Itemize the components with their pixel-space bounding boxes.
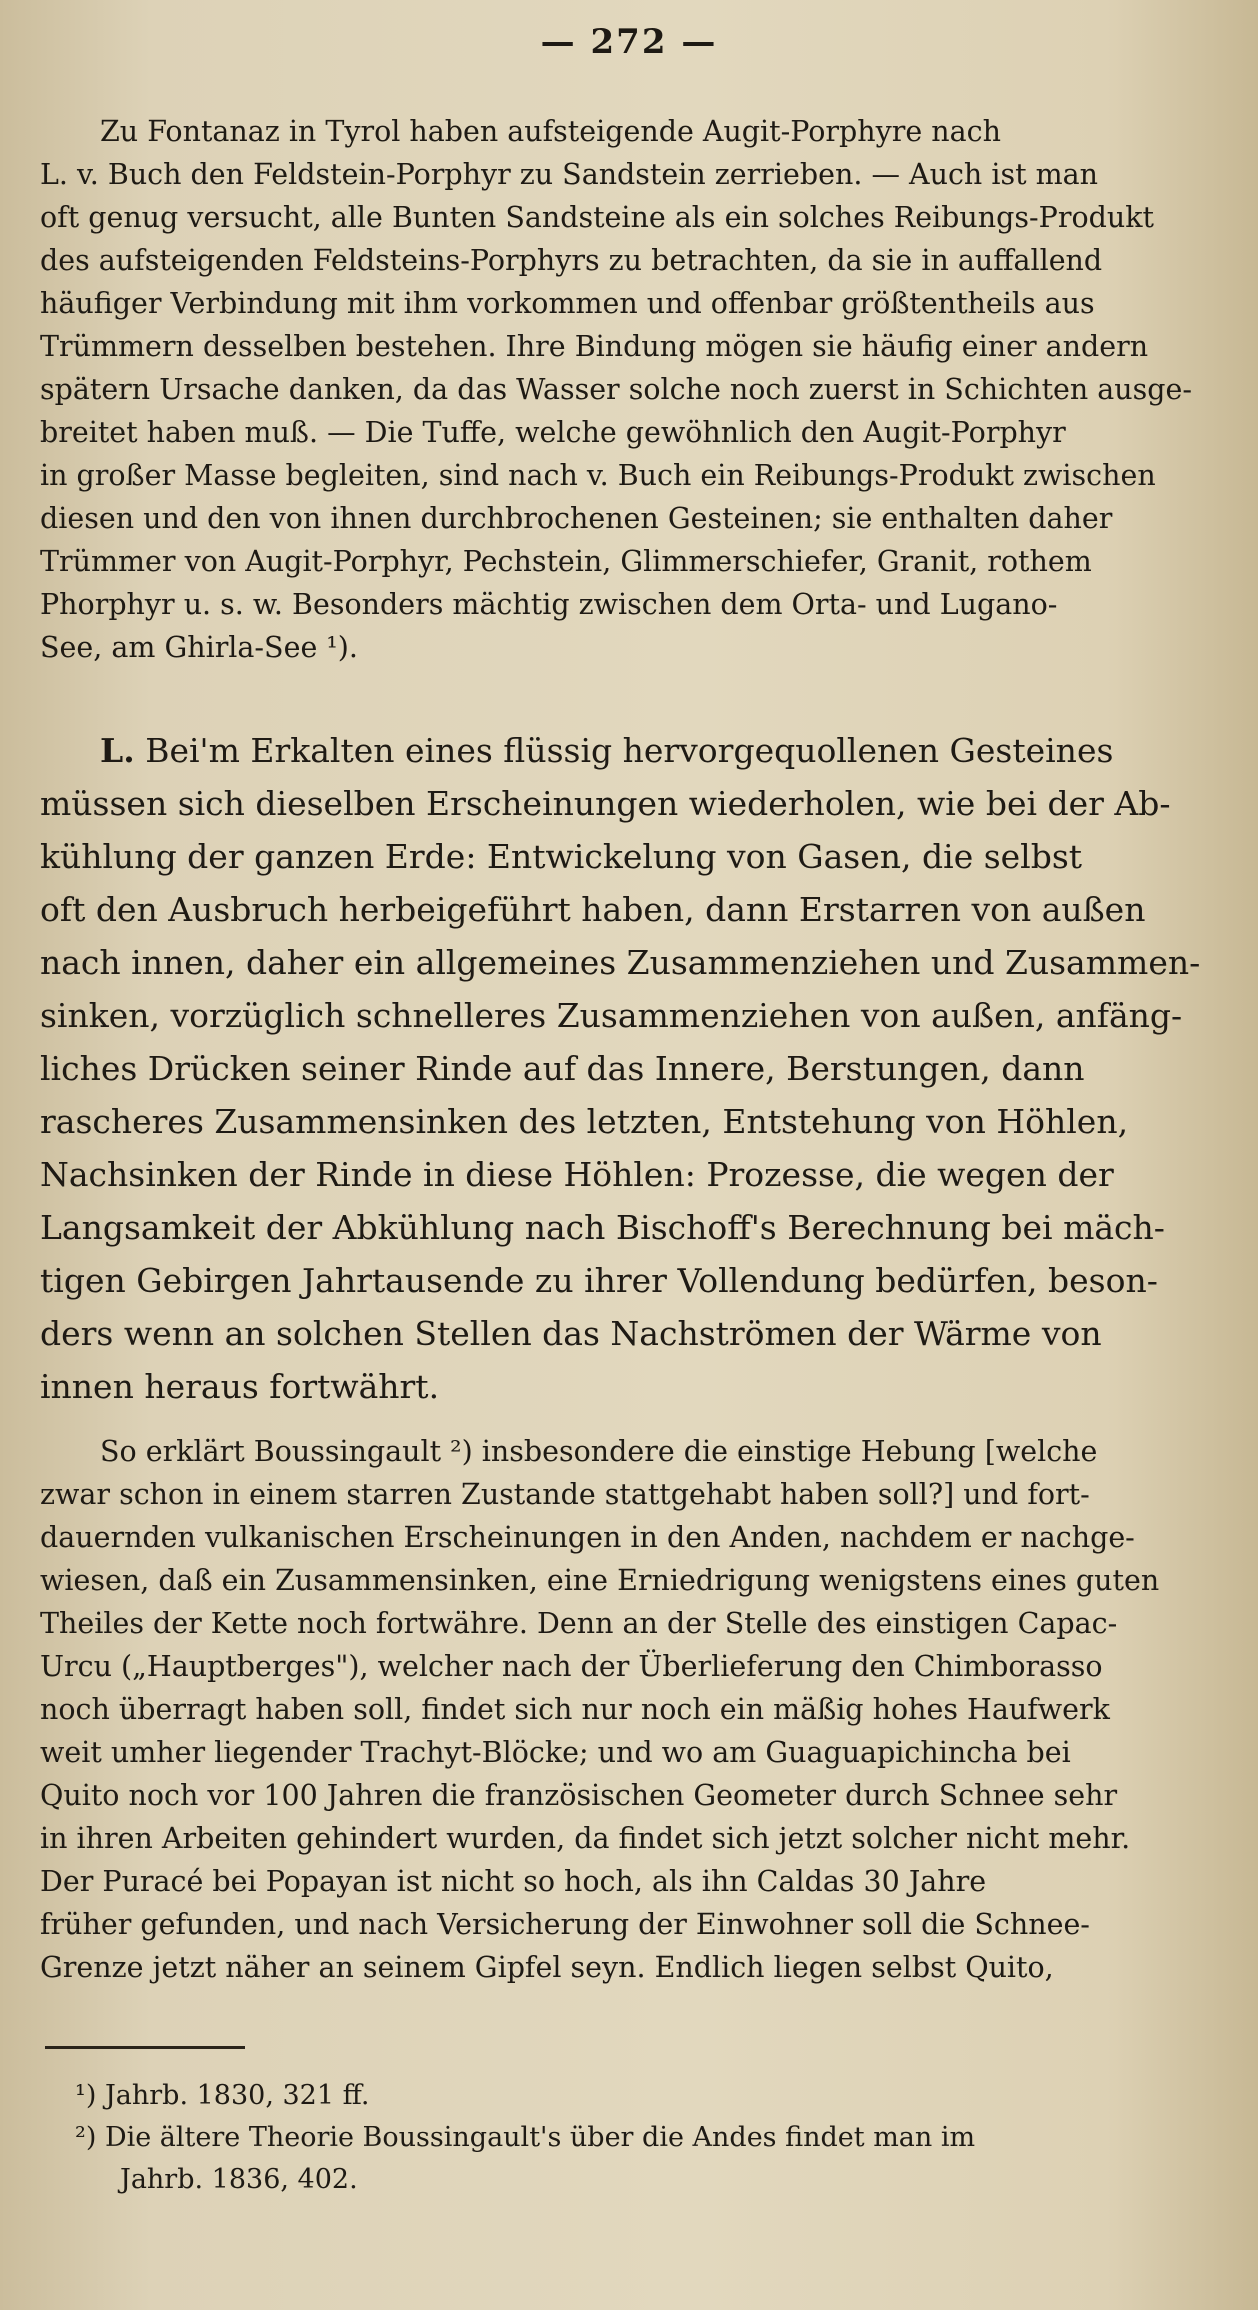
text-line: müssen sich dieselben Erscheinungen wiederholen, wie bei der Ab- [40,784,1171,823]
page-number: — 272 — [540,22,718,62]
footnote-2 [75,2117,1235,2159]
paragraph-boussingault [40,1430,1235,1989]
text-line: kühlung der ganzen Erde: Entwickelung von Gasen, die selbst [40,837,1083,876]
text-line: in ihren Arbeiten gehindert wurden, da findet sich jetzt solcher nicht mehr. [40,1822,1131,1855]
text-line: See, am Ghirla-See ¹). [40,631,358,664]
text-line: spätern Ursache danken, da das Wasser solche noch zuerst in Schichten ausge- [40,373,1193,406]
text-line: ders wenn an solchen Stellen das Nachströmen der Wärme von [40,1314,1102,1353]
text-line: Quito noch vor 100 Jahren die französischen Geometer durch Schnee sehr [40,1779,1118,1812]
footnote-text: Die ältere Theorie Boussingault's über die Andes findet man im [104,2122,976,2153]
text-segment: Bei'm Erkalten eines flüssig hervorgequollenen Gesteines [145,731,1114,770]
text-line [40,724,1235,777]
text-line: Zu Fontanaz in Tyrol haben aufsteigende Augit-Porphyre nach [100,115,1001,148]
paragraph-fontanaz [40,110,1235,669]
text-line: dauernden vulkanischen Erscheinungen in den Anden, nachdem er nachge- [40,1521,1135,1554]
section-label: L. [100,731,135,770]
text-line: sinken, vorzüglich schnelleres Zusammenziehen von außen, anfäng- [40,996,1183,1035]
paragraph-L [40,724,1235,1413]
text-line: oft genug versucht, alle Bunten Sandsteine als ein solches Reibungs-Produkt [40,201,1154,234]
text-line: des aufsteigenden Feldsteins-Porphyrs zu betrachten, da sie in auffallend [40,244,1103,277]
text-line: Trümmer von Augit-Porphyr, Pechstein, Glimmerschiefer, Granit, rothem [40,545,1092,578]
text-line: Grenze jetzt näher an seinem Gipfel seyn. Endlich liegen selbst Quito, [40,1951,1054,1984]
footnotes [75,2075,1235,2201]
text-line: weit umher liegender Trachyt-Blöcke; und wo am Guaguapichincha bei [40,1736,1071,1769]
text-line: nach innen, daher ein allgemeines Zusammenziehen und Zusammen- [40,943,1201,982]
text-line: Trümmern desselben bestehen. Ihre Bindung mögen sie häufig einer andern [40,330,1149,363]
footnote-1 [75,2075,1235,2117]
text-line: oft den Ausbruch herbeigeführt haben, dann Erstarren von außen [40,890,1146,929]
text-line: liches Drücken seiner Rinde auf das Innere, Berstungen, dann [40,1049,1085,1088]
text-line: Phorphyr u. s. w. Besonders mächtig zwischen dem Orta- und Lugano- [40,588,1058,621]
text-line: Theiles der Kette noch fortwähre. Denn an der Stelle des einstigen Capac- [40,1607,1118,1640]
text-line: Der Puracé bei Popayan ist nicht so hoch, als ihn Caldas 30 Jahre [40,1865,987,1898]
footnote-rule [45,2046,245,2049]
text-line: L. v. Buch den Feldstein-Porphyr zu Sandstein zerrieben. — Auch ist man [40,158,1098,191]
text-line: in großer Masse begleiten, sind nach v. Buch ein Reibungs-Produkt zwischen [40,459,1156,492]
text-line: früher gefunden, und nach Versicherung der Einwohner soll die Schnee- [40,1908,1090,1941]
text-line: noch überragt haben soll, findet sich nur noch ein mäßig hohes Haufwerk [40,1693,1110,1726]
footnote-marker: ²) [75,2122,97,2153]
text-line: rascheres Zusammensinken des letzten, Entstehung von Höhlen, [40,1102,1129,1141]
footnote-marker: ¹) [75,2080,97,2111]
footnote-text: Jahrb. 1830, 321 ff. [104,2080,370,2111]
text-line: So erklärt Boussingault ²) insbesondere die einstige Hebung [welche [100,1435,1098,1468]
text-line: tigen Gebirgen Jahrtausende zu ihrer Vollendung bedürfen, beson- [40,1261,1158,1300]
text-line: Urcu („Hauptberges"), welcher nach der Überlieferung den Chimborasso [40,1650,1103,1683]
text-line: Langsamkeit der Abkühlung nach Bischoff's Berechnung bei mäch- [40,1208,1165,1247]
text-line: wiesen, daß ein Zusammensinken, eine Erniedrigung wenigstens eines guten [40,1564,1160,1597]
text-line: zwar schon in einem starren Zustande stattgehabt haben soll?] und fort- [40,1478,1090,1511]
text-line: innen heraus fortwährt. [40,1367,440,1406]
text-line: diesen und den von ihnen durchbrochenen Gesteinen; sie enthalten daher [40,502,1113,535]
footnote-2-continued: Jahrb. 1836, 402. [120,2164,358,2195]
text-line: Nachsinken der Rinde in diese Höhlen: Prozesse, die wegen der [40,1155,1114,1194]
text-line: breitet haben muß. — Die Tuffe, welche gewöhnlich den Augit-Porphyr [40,416,1066,449]
text-line: häufiger Verbindung mit ihm vorkommen und offenbar größtentheils aus [40,287,1095,320]
